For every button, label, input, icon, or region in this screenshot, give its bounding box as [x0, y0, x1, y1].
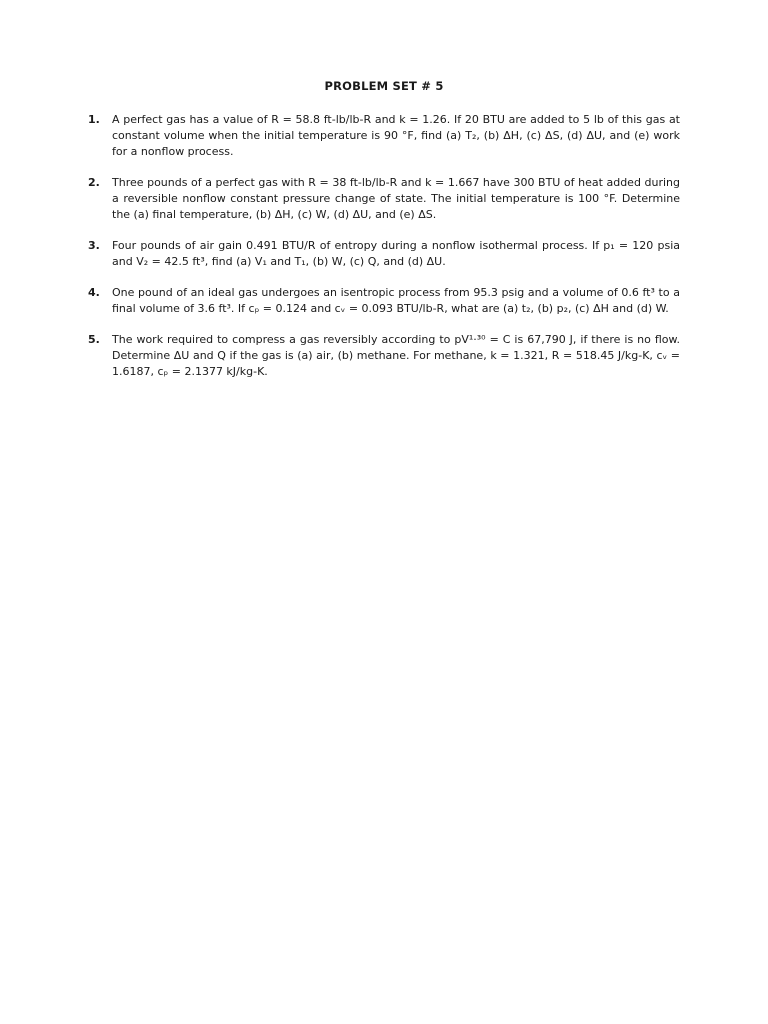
problem-item-5 [88, 332, 680, 380]
problem-number: 5. [88, 333, 100, 346]
problem-text: Three pounds of a perfect gas with R = 38 ft-lb/lb-R and k = 1.667 have 300 BTU of heat added during a reversible nonflow constant pressure change of state. The initial temperature is 100 °F. Determine the (a) final temperature, (b) ΔH, (c) W, (d) ΔU, and (e) ΔS. [112, 176, 680, 221]
problem-text: A perfect gas has a value of R = 58.8 ft-lb/lb-R and k = 1.26. If 20 BTU are added to 5 lb of this gas at constant volume when the initial temperature is 90 °F, find (a) T₂, (b) ΔH, (c) ΔS, (d) ΔU, and (e) work for a nonflow process. [112, 113, 680, 158]
problem-item-1 [88, 112, 680, 160]
problem-number: 3. [88, 239, 100, 252]
problem-item-3 [88, 238, 680, 270]
problem-text: Four pounds of air gain 0.491 BTU/R of entropy during a nonflow isothermal process. If p₁ = 120 psia and V₂ = 42.5 ft³, find (a) V₁ and T₁, (b) W, (c) Q, and (d) ΔU. [112, 239, 680, 268]
problem-number: 4. [88, 286, 100, 299]
problem-text: One pound of an ideal gas undergoes an isentropic process from 95.3 psig and a volume of 0.6 ft³ to a final volume of 3.6 ft³. If cₚ = 0.124 and cᵥ = 0.093 BTU/lb-R, what are (a) t₂, (b) p₂, (c) ΔH and (d) W. [112, 286, 680, 315]
problem-number: 1. [88, 113, 100, 126]
problem-item-4 [88, 285, 680, 317]
problem-number: 2. [88, 176, 100, 189]
problem-list [88, 112, 680, 395]
problem-text: The work required to compress a gas reversibly according to pV¹·³⁰ = C is 67,790 J, if there is no flow. Determine ΔU and Q if the gas is (a) air, (b) methane. For methane, k = 1.321, R = 518.45 J/kg-K, cᵥ = 1.6187, cₚ = 2.1377 kJ/kg-K. [112, 333, 680, 378]
page-title: PROBLEM SET # 5 [324, 79, 444, 93]
problem-item-2 [88, 175, 680, 223]
